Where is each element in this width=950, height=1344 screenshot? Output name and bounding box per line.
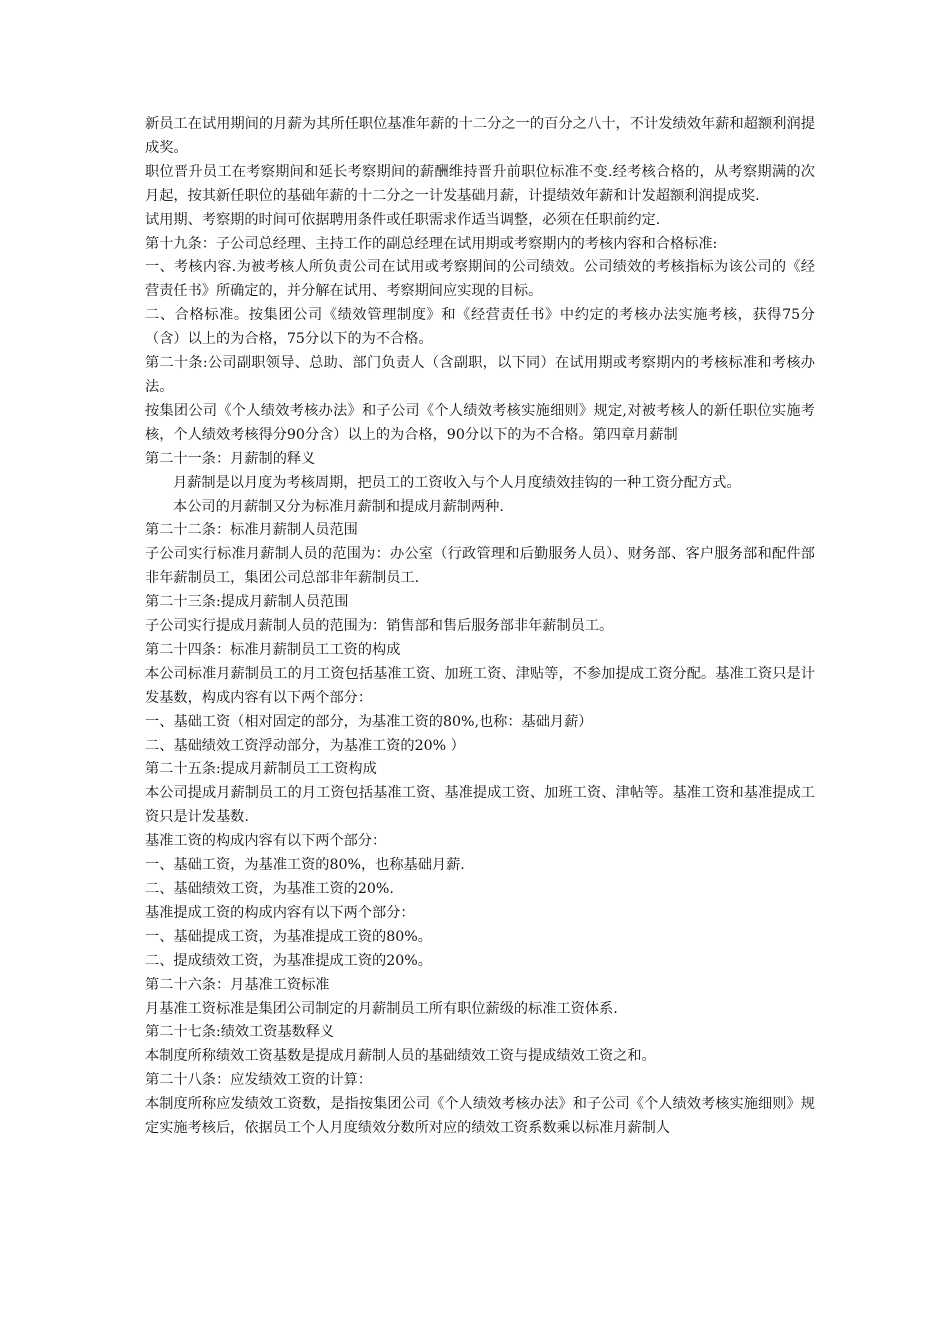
paragraph: 一、考核内容.为被考核人所负责公司在试用或考察期间的公司绩效。公司绩效的考核指标为该公司的《经营责任书》所确定的，并分解在试用、考察期间应实现的目标。 (145, 259, 815, 300)
paragraph: 本公司提成月薪制员工的月工资包括基准工资、基准提成工资、加班工资、津帖等。基准工资和基准提成工资只是计发基数. (145, 785, 815, 826)
document-body (145, 113, 815, 1141)
paragraph: 第十九条：子公司总经理、主持工作的副总经理在试用期或考察期内的考核内容和合格标准: (145, 235, 718, 252)
paragraph: 第二十八条：应发绩效工资的计算： (145, 1072, 373, 1089)
paragraph: 二、基础绩效工资浮动部分，为基准工资的20% ） (145, 737, 465, 754)
paragraph: 子公司实行提成月薪制人员的范围为：销售部和售后服务部非年薪制员工。 (145, 618, 614, 635)
paragraph: 二、提成绩效工资，为基准提成工资的20%。 (145, 952, 432, 969)
paragraph: 本公司标准月薪制员工的月工资包括基准工资、加班工资、津贴等，不参加提成工资分配。基准工资只是计发基数，构成内容有以下两个部分： (145, 665, 815, 706)
paragraph: 本制度所称应发绩效工资数，是指按集团公司《个人绩效考核办法》和子公司《个人绩效考核实施细则》规定实施考核后，依据员工个人月度绩效分数所对应的绩效工资系数乘以标准月薪制人 (145, 1096, 815, 1137)
paragraph: 第二十三条:提成月薪制人员范围 (145, 594, 349, 611)
paragraph: 月基准工资标准是集团公司制定的月薪制员工所有职位薪级的标准工资体系. (145, 1000, 618, 1017)
paragraph: 第二十一条：月薪制的释义 (145, 450, 316, 467)
paragraph: 月薪制是以月度为考核周期，把员工的工资收入与个人月度绩效挂钩的一种工资分配方式。 (173, 474, 741, 491)
paragraph: 基准提成工资的构成内容有以下两个部分： (145, 904, 415, 921)
paragraph: 第二十条:公司副职领导、总助、部门负责人（含副职，以下同）在试用期或考察期内的考核标准和考核办法。 (145, 355, 815, 395)
paragraph: 一、基础工资，为基准工资的80%，也称基础月薪. (145, 857, 465, 874)
paragraph: 本公司的月薪制又分为标准月薪制和提成月薪制两种. (173, 498, 504, 515)
paragraph: 本制度所称绩效工资基数是提成月薪制人员的基础绩效工资与提成绩效工资之和。 (145, 1048, 656, 1065)
paragraph: 第二十四条：标准月薪制员工工资的构成 (145, 641, 401, 658)
paragraph: 基准工资的构成内容有以下两个部分： (145, 833, 387, 850)
paragraph: 第二十五条:提成月薪制员工工资构成 (145, 761, 377, 778)
paragraph: 一、基础工资（相对固定的部分，为基准工资的80%,也称：基础月薪） (145, 713, 593, 730)
paragraph: 第二十七条:绩效工资基数释义 (145, 1024, 335, 1041)
paragraph: 新员工在试用期间的月薪为其所任职位基准年薪的十二分之一的百分之八十，不计发绩效年薪和超额利润提成奖。 (145, 116, 815, 156)
paragraph: 职位晋升员工在考察期间和延长考察期间的薪酬维持晋升前职位标准不变.经考核合格的，从考察期满的次月起，按其新任职位的基础年薪的十二分之一计发基础月薪，计提绩效年薪和计发超额利润提成奖. (145, 163, 815, 204)
paragraph: 第二十二条：标准月薪制人员范围 (145, 522, 358, 539)
paragraph: 子公司实行标准月薪制人员的范围为：办公室（行政管理和后勤服务人员）、财务部、客户服务部和配件部非年薪制员工，集团公司总部非年薪制员工. (145, 546, 815, 587)
paragraph: 第二十六条：月基准工资标准 (145, 976, 330, 993)
paragraph: 按集团公司《个人绩效考核办法》和子公司《个人绩效考核实施细则》规定,对被考核人的新任职位实施考核，个人绩效考核得分90分含）以上的为合格，90分以下的为不合格。第四章月薪制 (145, 402, 815, 443)
paragraph: 二、基础绩效工资，为基准工资的20%. (145, 881, 394, 897)
paragraph: 二、合格标准。按集团公司《绩效管理制度》和《经营责任书》中约定的考核办法实施考核，获得75分（含）以上的为合格，75分以下的为不合格。 (145, 307, 815, 348)
paragraph: 一、基础提成工资，为基准提成工资的80%。 (145, 928, 432, 945)
paragraph: 试用期、考察期的时间可依据聘用条件或任职需求作适当调整，必须在任职前约定. (145, 211, 661, 228)
